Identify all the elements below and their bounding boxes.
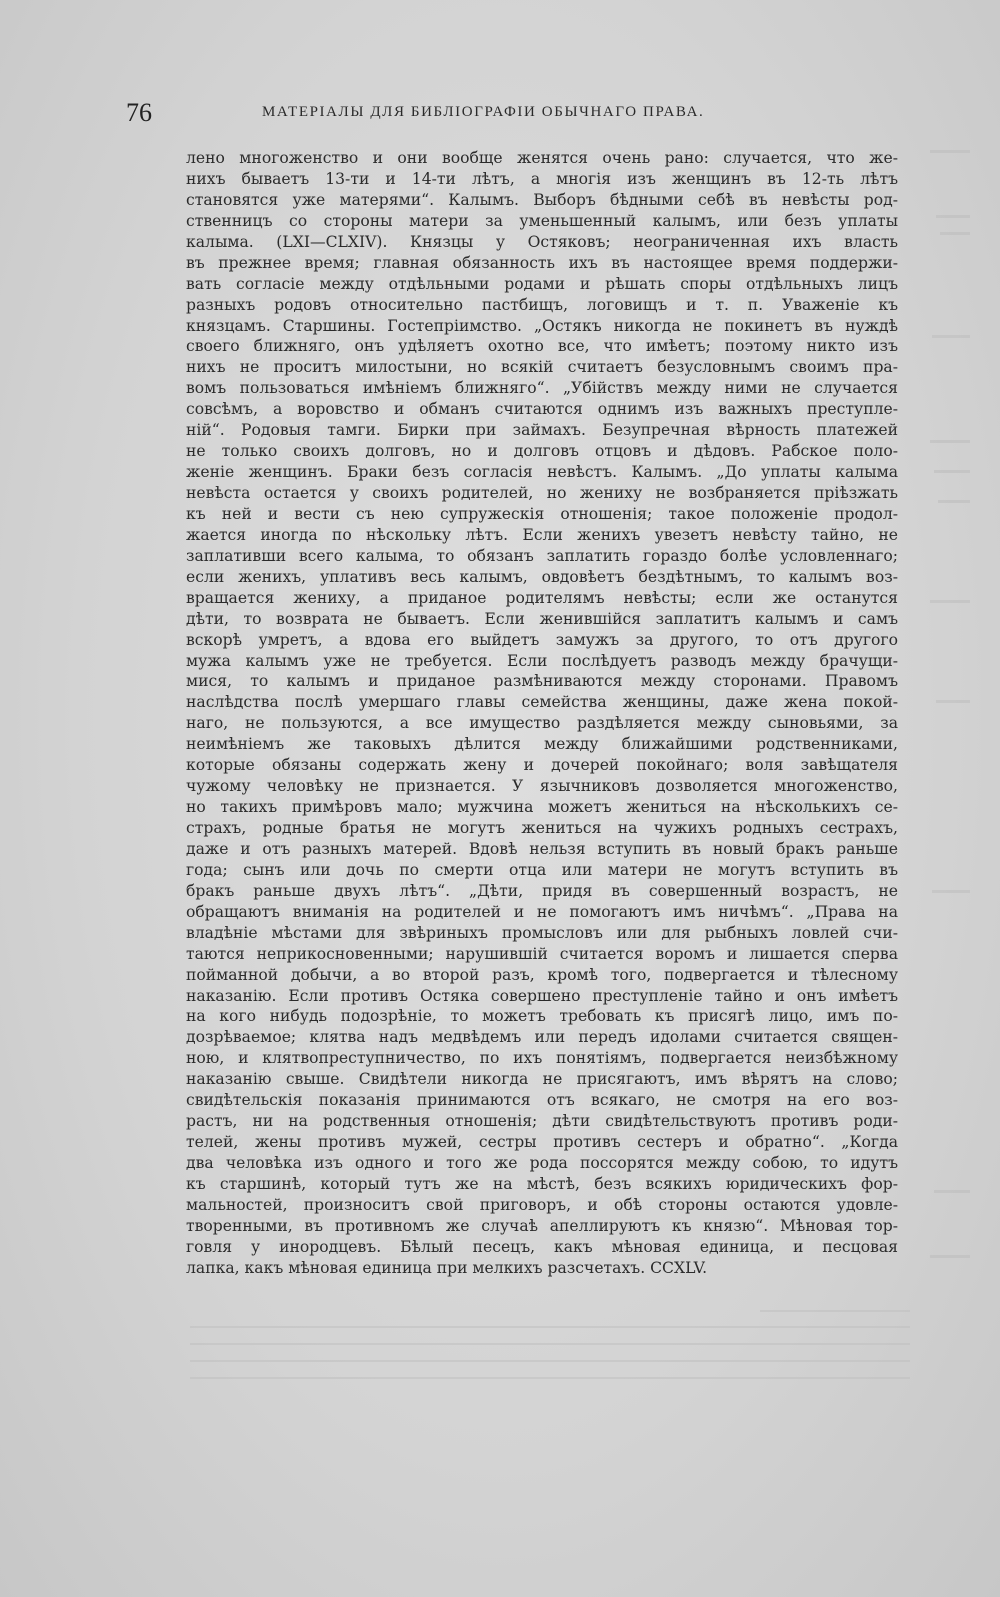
text-line: наслѣдства послѣ умершаго главы семейства женщины, даже жена покой-: [186, 693, 898, 712]
text-line: невѣста остается у своихъ родителей, но жениху не возбраняется пріѣзжать: [186, 484, 898, 502]
text-line: мужа калымъ уже не требуется. Если послѣдуетъ разводъ между брачущи-: [186, 651, 898, 670]
text-line: два человѣка изъ одного и того же рода поссорятся между собою, то идутъ: [186, 1154, 898, 1172]
text-line: которые обязаны содержать жену и дочерей покойнаго; воля завѣщателя: [186, 756, 898, 775]
text-line: говля у инородцевъ. Бѣлый песецъ, какъ мѣновая единица, и песцовая: [186, 1237, 898, 1256]
text-line: обращаютъ вниманія на родителей и не помогаютъ имъ ничѣмъ“. „Права на: [186, 902, 898, 921]
text-line: мися, то калымъ и приданое размѣниваются между сторонами. Правомъ: [186, 672, 898, 691]
text-line: вскорѣ умретъ, а вдова его выйдетъ замужъ за другого, то отъ другого: [186, 630, 898, 649]
text-line: наказанію свыше. Свидѣтели никогда не присягаютъ, имъ вѣрятъ на слово;: [186, 1070, 898, 1089]
text-line: но такихъ примѣровъ мало; мужчина можетъ жениться на нѣсколькихъ се-: [186, 798, 898, 817]
text-line: мальностей, произноситъ свой приговоръ, и обѣ стороны остаются удовле-: [186, 1195, 898, 1214]
text-line: становятся уже матерями“. Калымъ. Выборъ бѣдными себѣ въ невѣсты род-: [186, 190, 898, 209]
text-line: нихъ не проситъ милостыни, но всякій считаетъ безусловнымъ своимъ пра-: [186, 358, 898, 377]
text-line: если женихъ, уплативъ весь калымъ, овдовѣетъ бездѣтнымъ, то калымъ воз-: [186, 567, 898, 586]
text-line: на кого нибудь подозрѣніе, то можетъ требовать къ присягѣ лицо, имъ по-: [186, 1007, 898, 1026]
text-line: растъ, ни на родственныя отношенія; дѣти свидѣтельствуютъ противъ роди-: [186, 1112, 898, 1131]
text-line: свидѣтельскія показанія принимаются отъ всякаго, не смотря на его воз-: [186, 1091, 898, 1110]
page-header: [126, 98, 906, 128]
text-line: владѣніе мѣстами для звѣриныхъ промысловъ или для рыбныхъ ловлей счи-: [186, 923, 898, 942]
text-line: своего ближняго, онъ удѣляетъ охотно все, что имѣетъ; поэтому никто изъ: [186, 337, 898, 356]
text-line: ною, и клятвопреступничество, по ихъ понятіямъ, подвергается неизбѣжному: [186, 1049, 898, 1068]
text-line: вомъ пользоваться имѣніемъ ближняго“. „Убійствъ между ними не случается: [186, 379, 898, 398]
text-line: совсѣмъ, а воровство и обманъ считаются однимъ изъ важныхъ преступле-: [186, 400, 898, 419]
text-line: къ ней и вести съ нею супружескія отношенія; такое положеніе продол-: [186, 504, 898, 523]
text-line: страхъ, родные братья не могутъ жениться на чужихъ родныхъ сестрахъ,: [186, 819, 898, 837]
text-line: не только своихъ долговъ, но и долговъ отцовъ и дѣдовъ. Рабское поло-: [186, 442, 898, 461]
text-line: наго, не пользуются, а все имущество раздѣляется между сыновьями, за: [186, 714, 898, 733]
text-line: года; сынъ или дочь по смерти отца или матери не могутъ вступить въ: [186, 860, 898, 879]
text-line: телей, жены противъ мужей, сестры противъ сестеръ и обратно“. „Когда: [186, 1133, 898, 1152]
text-line: къ старшинѣ, который тутъ же на мѣстѣ, безъ всякихъ юридическихъ фор-: [186, 1174, 898, 1193]
text-line: князцамъ. Старшины. Гостепріимство. „Остякъ никогда не покинетъ въ нуждѣ: [186, 316, 898, 335]
text-line: лапка, какъ мѣновая единица при мелкихъ разсчетахъ. CCXLV.: [186, 1258, 708, 1277]
text-line: дѣти, то возврата не бываетъ. Если женившійся заплатитъ калымъ и самъ: [186, 609, 898, 628]
text-line: женіе женщинъ. Браки безъ согласія невѣстъ. Калымъ. „До уплаты калыма: [186, 463, 898, 482]
page-number: 76: [126, 98, 152, 127]
text-line: жается иногда по нѣскольку лѣтъ. Если женихъ увезетъ невѣсту тайно, не: [186, 525, 898, 544]
text-line: дозрѣваемое; клятва надъ медвѣдемъ или передъ идолами считается священ-: [186, 1028, 898, 1047]
text-line: чужому человѣку не признается. У язычниковъ дозволяется многоженство,: [186, 777, 898, 796]
text-line: разныхъ родовъ относительно пастбищъ, логовищъ и т. п. Уваженіе къ: [186, 295, 898, 314]
running-title: МАТЕРІАЛЫ ДЛЯ БИБЛІОГРАФІИ ОБЫЧНАГО ПРАВА.: [262, 104, 705, 120]
text-line: ственницъ со стороны матери за уменьшенный калымъ, или безъ уплаты: [186, 211, 898, 230]
text-line: ній“. Родовыя тамги. Бирки при займахъ. Безупречная вѣрность платежей: [186, 421, 898, 440]
text-line: наказанію. Если противъ Остяка совершено преступленіе тайно и онъ имѣетъ: [186, 986, 898, 1005]
text-line: лено многоженство и они вообще женятся очень рано: случается, что же-: [186, 149, 898, 167]
text-line: пойманной добычи, а во второй разъ, кромѣ того, подвергается и тѣлесному: [186, 965, 898, 984]
text-line: вращается жениху, а приданое родителямъ невѣсты; если же останутся: [186, 588, 898, 607]
text-line: калыма. (LXI—CLXIV). Князцы у Остяковъ; неограниченная ихъ власть: [186, 232, 898, 251]
text-line: таются неприкосновенными; нарушившій считается воромъ и лишается сперва: [186, 944, 898, 963]
text-line: заплативши всего калыма, то обязанъ заплатить гораздо болѣе условленнаго;: [186, 546, 898, 565]
text-line: нихъ бываетъ 13-ти и 14-ти лѣтъ, а многія изъ женщинъ въ 12-ть лѣтъ: [186, 169, 898, 188]
body-text: [186, 148, 898, 1279]
text-line: неимѣніемъ же таковыхъ дѣлится между ближайшими родственниками,: [186, 735, 898, 754]
text-line: даже и отъ разныхъ матерей. Вдовѣ нельзя вступить въ новый бракъ раньше: [186, 839, 898, 858]
text-line: творенными, въ противномъ же случаѣ апеллируютъ къ князю“. Мѣновая тор-: [186, 1216, 898, 1235]
text-line: бракъ раньше двухъ лѣтъ“. „Дѣти, придя въ совершенный возрастъ, не: [186, 881, 898, 900]
text-line: вать согласіе между отдѣльными родами и рѣшать споры отдѣльныхъ лицъ: [186, 274, 898, 293]
text-line: въ прежнее время; главная обязанность ихъ въ настоящее время поддержи-: [186, 253, 898, 272]
